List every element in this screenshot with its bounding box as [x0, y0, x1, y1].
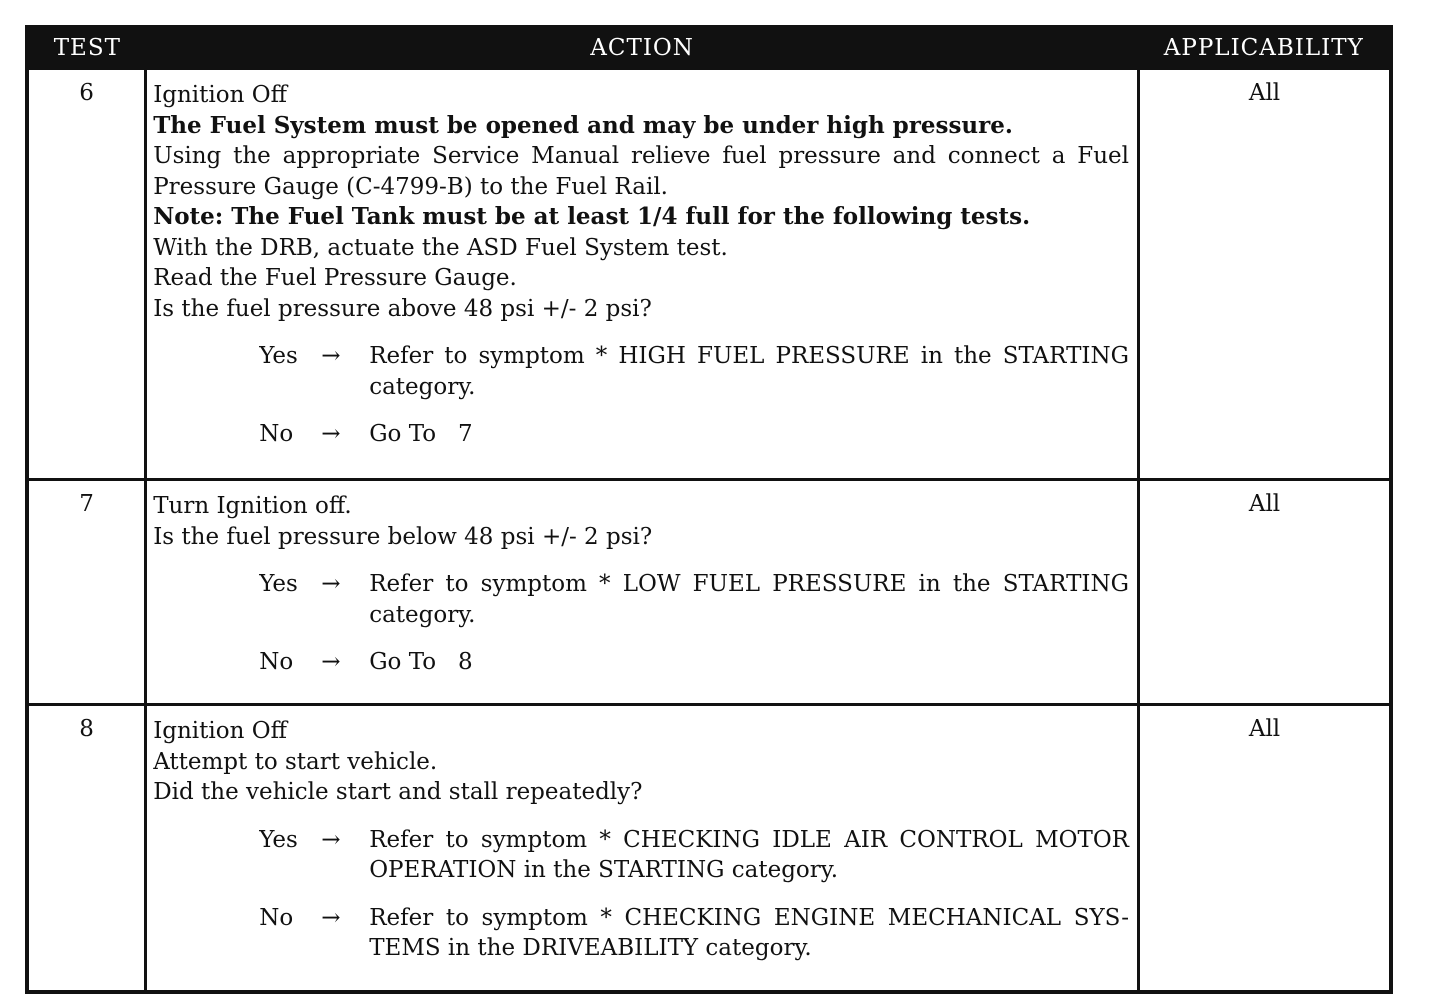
action-cell [146, 69, 1139, 480]
action-line: Turn Ignition off. [153, 493, 352, 519]
no-label: No [259, 421, 294, 447]
yes-label: Yes [259, 826, 298, 853]
applicability-value: All [1139, 480, 1392, 705]
no-result: Go To 8 [369, 649, 473, 675]
action-line: Ignition Off [153, 718, 287, 744]
yes-result: Refer to symptom * CHECKING IDLE AIR CONTROL MOTOR OPERATION in the STARTING category. [369, 826, 1129, 883]
test-number: 7 [27, 480, 146, 705]
question-line: Is the fuel pressure below 48 psi +/- 2 psi? [153, 523, 653, 550]
table-header-row [27, 27, 1391, 69]
yes-outcome [153, 341, 1129, 402]
yes-result: Refer to symptom * LOW FUEL PRESSURE in the STARTING category. [369, 571, 1129, 628]
table-row [27, 480, 1391, 705]
action-line: With the DRB, actuate the ASD Fuel System test. [153, 234, 728, 261]
no-label: No [259, 649, 294, 675]
no-outcome [153, 419, 1129, 450]
applicability-value: All [1139, 69, 1392, 480]
right-arrow-icon: → [321, 571, 341, 597]
action-line: Using the appropriate Service Manual relieve fuel pressure and connect a Fuel Pressure Gauge (C-4799-B) to the Fuel Rail. [153, 143, 1129, 200]
yes-result: Refer to symptom * HIGH FUEL PRESSURE in the STARTING category. [369, 343, 1129, 400]
header-test: TEST [27, 27, 146, 69]
question-line: Did the vehicle start and stall repeatedly? [153, 779, 643, 805]
no-result: Go To 7 [369, 421, 473, 447]
test-number: 8 [27, 705, 146, 993]
applicability-value: All [1139, 705, 1392, 993]
right-arrow-icon: → [321, 343, 341, 369]
yes-label: Yes [259, 343, 298, 369]
right-arrow-icon: → [321, 421, 341, 447]
yes-outcome [153, 569, 1129, 630]
table-row [27, 69, 1391, 480]
action-line: Attempt to start vehicle. [153, 748, 438, 775]
right-arrow-icon: → [321, 904, 341, 931]
test-number: 6 [27, 69, 146, 480]
action-cell [146, 705, 1139, 993]
action-line: Ignition Off [153, 82, 287, 108]
no-outcome [153, 647, 1129, 678]
action-line: Read the Fuel Pressure Gauge. [153, 265, 517, 291]
table-row [27, 705, 1391, 993]
no-result: Refer to symptom * CHECKING ENGINE MECHANICAL SYS-TEMS in the DRIVEABILITY category. [369, 904, 1129, 961]
no-outcome [153, 903, 1129, 964]
note-line: Note: The Fuel Tank must be at least 1/4 full for the following tests. [153, 203, 1031, 230]
header-applicability: APPLICABILITY [1139, 27, 1392, 69]
right-arrow-icon: → [321, 826, 341, 853]
right-arrow-icon: → [321, 649, 341, 675]
action-cell [146, 480, 1139, 705]
question-line: Is the fuel pressure above 48 psi +/- 2 psi? [153, 295, 652, 322]
yes-label: Yes [259, 571, 298, 597]
no-label: No [259, 904, 294, 931]
warning-line: The Fuel System must be opened and may be under high pressure. [153, 111, 1013, 139]
header-action: ACTION [146, 27, 1139, 69]
diagnostic-test-table [25, 25, 1393, 994]
yes-outcome [153, 825, 1129, 886]
